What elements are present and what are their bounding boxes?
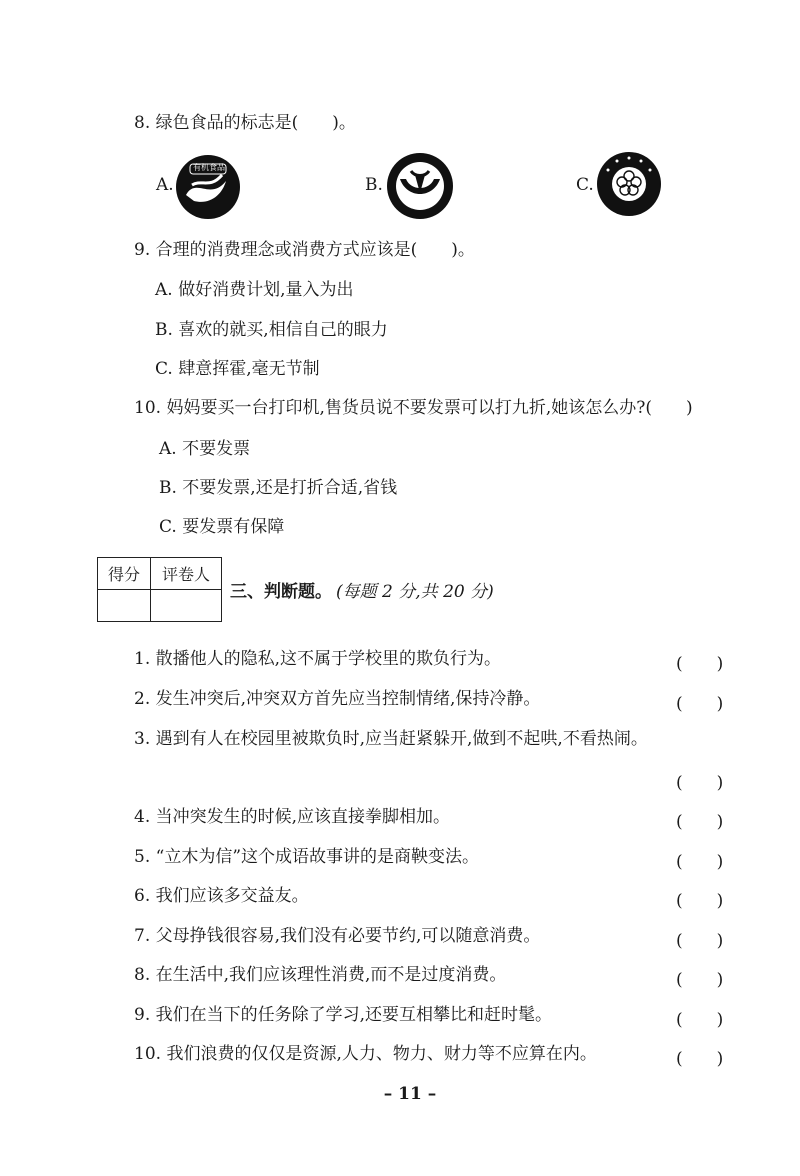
section-title: 三、判断题。 — [230, 582, 332, 602]
q10-option-a: A. 不要发票 — [159, 439, 251, 459]
section-note: (每题 2 分,共 20 分) — [336, 582, 494, 602]
judgment-item-7: 7. 父母挣钱很容易,我们没有必要节约,可以随意消费。 — [134, 926, 541, 946]
judgment-blank-7[interactable]: ( ) — [676, 931, 724, 951]
q10-option-c: C. 要发票有保障 — [159, 517, 285, 537]
judgment-blank-8[interactable]: ( ) — [676, 970, 724, 990]
q8-stem: 8. 绿色食品的标志是( )。 — [134, 113, 356, 133]
judgment-blank-6[interactable]: ( ) — [676, 891, 724, 911]
green-food-logo-icon — [387, 153, 453, 219]
judgment-blank-5[interactable]: ( ) — [676, 852, 724, 872]
q10-stem: 10. 妈妈要买一台打印机,售货员说不要发票可以打九折,她该怎么办?( ) — [134, 398, 693, 418]
score-table — [97, 557, 222, 622]
q9-option-c: C. 肆意挥霍,毫无节制 — [155, 359, 320, 379]
judgment-blank-10[interactable]: ( ) — [676, 1049, 724, 1069]
judgment-item-2: 2. 发生冲突后,冲突双方首先应当控制情绪,保持冷静。 — [134, 689, 541, 709]
judgment-item-3: 3. 遇到有人在校园里被欺负时,应当赶紧躲开,做到不起哄,不看热闹。 — [134, 729, 648, 749]
organic-food-logo-icon — [176, 155, 240, 219]
q9-stem: 9. 合理的消费理念或消费方式应该是( )。 — [134, 240, 475, 260]
judgment-item-1: 1. 散播他人的隐私,这不属于学校里的欺负行为。 — [134, 649, 502, 669]
organic-logo-text: 有机食品 — [193, 163, 225, 172]
seal-logo-icon — [597, 152, 661, 216]
judgment-blank-3[interactable]: ( ) — [676, 773, 724, 793]
q9-option-b: B. 喜欢的就买,相信自己的眼力 — [155, 320, 388, 340]
judgment-blank-4[interactable]: ( ) — [676, 812, 724, 832]
judgment-blank-2[interactable]: ( ) — [676, 694, 724, 714]
judgment-item-6: 6. 我们应该多交益友。 — [134, 886, 309, 906]
q9-option-a: A. 做好消费计划,量入为出 — [155, 280, 354, 300]
judgment-item-9: 9. 我们在当下的任务除了学习,还要互相攀比和赶时髦。 — [134, 1005, 553, 1025]
grader-cell[interactable] — [151, 590, 222, 622]
q8-option-c-letter: C. — [576, 175, 594, 195]
judgment-item-4: 4. 当冲突发生的时候,应该直接拳脚相加。 — [134, 807, 451, 827]
score-cell[interactable] — [98, 590, 151, 622]
judgment-item-8: 8. 在生活中,我们应该理性消费,而不是过度消费。 — [134, 965, 507, 985]
q8-option-a-letter: A. — [156, 175, 174, 195]
q8-option-b-letter: B. — [365, 175, 383, 195]
judgment-item-5: 5. “立木为信”这个成语故事讲的是商鞅变法。 — [134, 847, 480, 867]
judgment-blank-9[interactable]: ( ) — [676, 1010, 724, 1030]
grader-header: 评卷人 — [151, 558, 222, 590]
q10-option-b: B. 不要发票,还是打折合适,省钱 — [159, 478, 398, 498]
judgment-blank-1[interactable]: ( ) — [676, 654, 724, 674]
score-header: 得分 — [98, 558, 151, 590]
page-number: – 11 – — [383, 1084, 437, 1104]
judgment-item-10: 10. 我们浪费的仅仅是资源,人力、物力、财力等不应算在内。 — [134, 1044, 597, 1064]
